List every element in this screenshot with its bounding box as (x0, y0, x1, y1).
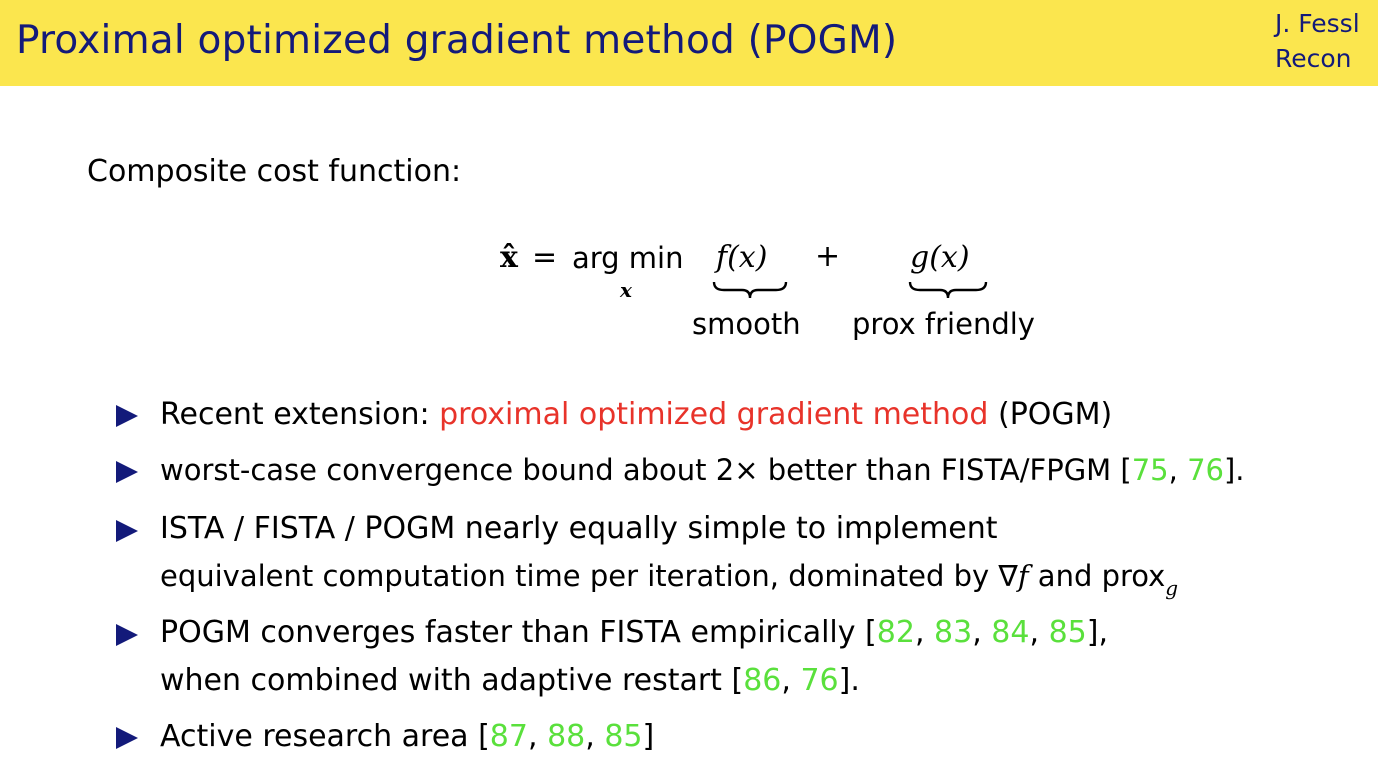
citation-link[interactable]: 83 (934, 615, 973, 650)
bullet-5-suffix: ] (642, 719, 655, 754)
bullet-4-line-1: POGM converges faster than FISTA empirically [82, 83, 84, 85], (160, 615, 1108, 650)
author-line-1: J. Fessl (1275, 9, 1360, 38)
bullet-1 (160, 397, 1112, 432)
citation-link[interactable]: 85 (604, 719, 643, 754)
bullet-4-text-2: when combined with adaptive restart [ (160, 663, 744, 698)
cost-equation (0, 0, 1378, 360)
citation-link[interactable]: 88 (547, 719, 586, 754)
citation-link[interactable]: 85 (1048, 615, 1087, 650)
bullet-5-text: Active research area [ (160, 719, 490, 754)
bullet-4-suffix: ], (1086, 615, 1108, 650)
slide-title: Proximal optimized gradient method (POGM) (16, 18, 898, 63)
underbrace-f (712, 280, 788, 300)
bullet-5: Active research area [87, 88, 85] (160, 719, 655, 754)
highlight-pogm: proximal optimized gradient method (439, 397, 989, 432)
bullet-triangle-icon (116, 405, 138, 427)
citation-link[interactable]: 86 (743, 663, 782, 698)
grad-f-symbol: f (1017, 559, 1029, 593)
citation-link[interactable]: 76 (1187, 453, 1224, 487)
citation-link[interactable]: 76 (800, 663, 839, 698)
citation-link[interactable]: 87 (489, 719, 528, 754)
prox-subscript: g (1165, 576, 1179, 600)
bullet-1-suffix: (POGM) (988, 397, 1113, 432)
citation-link[interactable]: 82 (876, 615, 915, 650)
bullet-triangle-icon (116, 520, 138, 542)
bullet-3-text: equivalent computation time per iteration, dominated by ∇ (160, 559, 1018, 593)
bullet-3-line-1: ISTA / FISTA / POGM nearly equally simple to implement (160, 511, 998, 546)
prox-friendly-label: prox friendly (852, 307, 1035, 341)
citation-link[interactable]: 75 (1131, 453, 1169, 487)
x-hat: x̂ (500, 240, 518, 275)
bullet-triangle-icon (116, 727, 138, 749)
bullet-2-text: worst-case convergence bound about 2× better than FISTA/FPGM [ (160, 453, 1132, 487)
bullet-1-text: Recent extension: (160, 397, 440, 432)
bullet-triangle-icon (116, 624, 138, 646)
equals-sign: = (532, 240, 558, 275)
argmin-subscript: x (620, 278, 632, 302)
bullet-4-suffix-2: ]. (838, 663, 860, 698)
bullet-triangle-icon (116, 461, 138, 483)
smooth-label: smooth (692, 307, 801, 341)
f-term: f(x) (716, 240, 768, 275)
author-line-2: Recon (1275, 44, 1352, 73)
bullet-4-line-2: when combined with adaptive restart [86, 76]. (160, 663, 860, 698)
bullet-3-line-2 (160, 559, 1179, 600)
g-term: g(x) (910, 240, 970, 275)
bullet-2-suffix: ]. (1223, 453, 1245, 487)
intro-text: Composite cost function: (87, 154, 462, 189)
argmin: arg min (572, 241, 684, 275)
citation-link[interactable]: 84 (991, 615, 1030, 650)
prox-text: and prox (1028, 559, 1166, 593)
bullet-2: worst-case convergence bound about 2× better than FISTA/FPGM [75, 76]. (160, 453, 1245, 487)
underbrace-g (908, 280, 988, 300)
plus-sign: + (815, 239, 841, 274)
bullet-4-text: POGM converges faster than FISTA empirically [ (160, 615, 877, 650)
